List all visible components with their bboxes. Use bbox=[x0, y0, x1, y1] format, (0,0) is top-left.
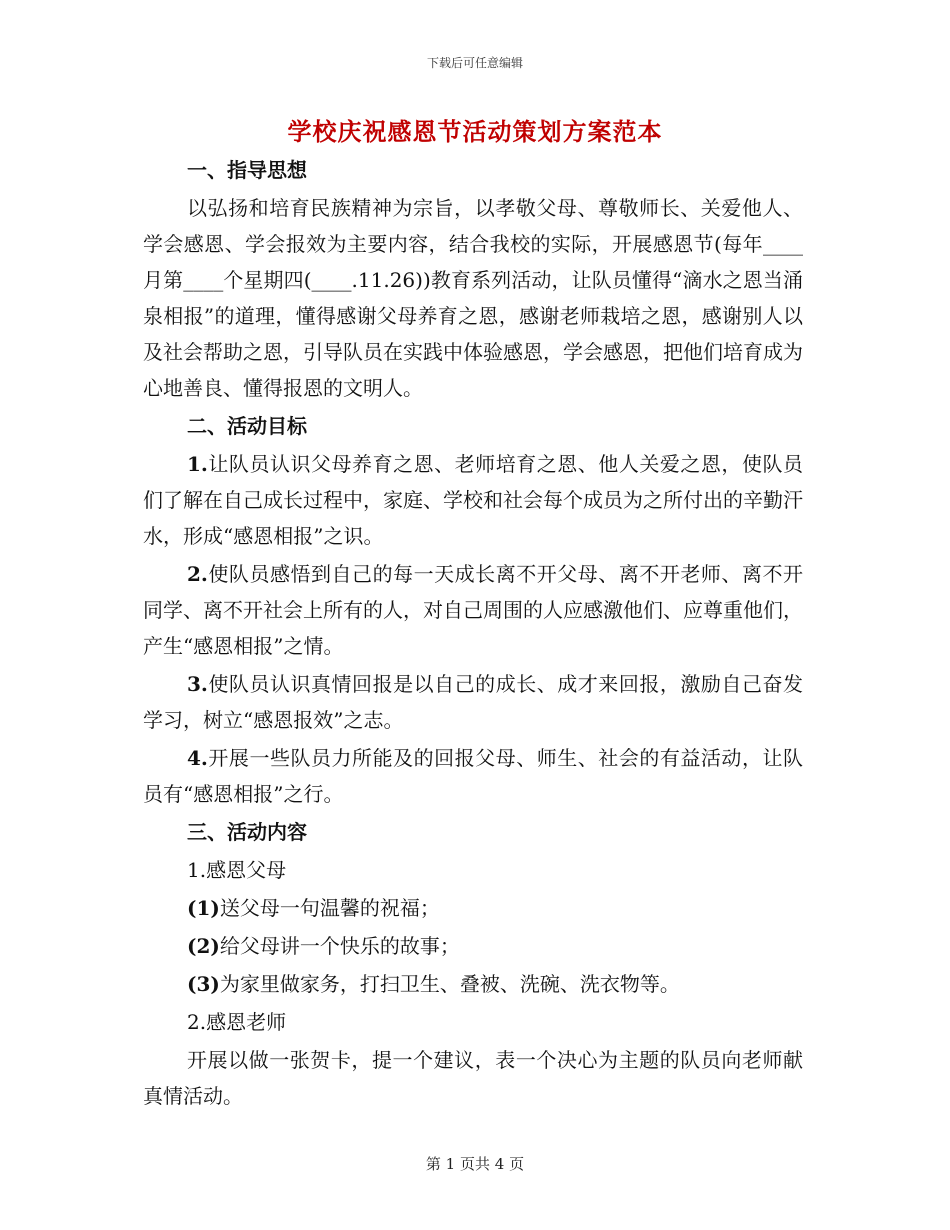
paragraph-thank-teachers: 开展以做一张贺卡，提一个建议，表一个决心为主题的队员向老师献真情活动。 bbox=[143, 1048, 803, 1108]
list-item bbox=[143, 890, 803, 926]
item-text: 给父母讲一个快乐的故事； bbox=[219, 934, 460, 958]
list-item bbox=[143, 966, 803, 1002]
goal-item-4 bbox=[143, 740, 803, 812]
goal-text: 使队员认识真情回报是以自己的成长、成才来回报，激励自己奋发学习，树立“感恩报效”之志。 bbox=[143, 672, 803, 732]
goal-number: 4. bbox=[187, 746, 208, 770]
page-footer: 第 1 页共 4 页 bbox=[425, 1155, 525, 1173]
item-text: 送父母一句温馨的祝福； bbox=[219, 896, 440, 920]
goal-number: 2. bbox=[187, 562, 208, 586]
goal-item-3 bbox=[143, 666, 803, 738]
item-number: (3) bbox=[187, 972, 220, 996]
document-title: 学校庆祝感恩节活动策划方案范本 bbox=[287, 117, 663, 146]
item-text: 为家里做家务，打扫卫生、叠被、洗碗、洗衣物等。 bbox=[219, 972, 680, 996]
list-item bbox=[143, 928, 803, 964]
item-number: (2) bbox=[187, 934, 220, 958]
item-number: (1) bbox=[187, 896, 220, 920]
goal-text: 让队员认识父母养育之恩、老师培育之恩、他人关爱之恩，使队员们了解在自己成长过程中，家庭、学校和社会每个成员为之所付出的辛勤汗水，形成“感恩相报”之识。 bbox=[143, 452, 803, 548]
document-body bbox=[143, 150, 803, 1116]
goal-item-1 bbox=[143, 446, 803, 554]
goal-text: 开展一些队员力所能及的回报父母、师生、社会的有益活动，让队员有“感恩相报”之行。 bbox=[143, 746, 803, 806]
section-heading-goals: 二、活动目标 bbox=[187, 414, 307, 438]
header-note: 下载后可任意编辑 bbox=[426, 56, 523, 70]
goal-number: 1. bbox=[187, 452, 208, 476]
section-heading-content: 三、活动内容 bbox=[187, 820, 307, 844]
goal-item-2 bbox=[143, 556, 803, 664]
subheading-thank-teachers: 2.感恩老师 bbox=[187, 1010, 287, 1034]
subheading-thank-parents: 1.感恩父母 bbox=[187, 858, 287, 882]
section-heading-guiding-thought: 一、指导思想 bbox=[187, 158, 307, 182]
paragraph-guiding-thought: 以弘扬和培育民族精神为宗旨，以孝敬父母、尊敬师长、关爱他人、学会感恩、学会报效为主要内容，结合我校的实际，开展感恩节(每年____月第____个星期四(____.11.26))教育系列活动，让队员懂得“滴水之恩当涌泉相报”的道理，懂得感谢父母养育之恩，感谢老师栽培之恩，感谢别人以及社会帮助之恩，引导队员在实践中体验感恩，学会感恩，把他们培育成为心地善良、懂得报恩的文明人。 bbox=[143, 196, 803, 400]
goal-number: 3. bbox=[187, 672, 208, 696]
goal-text: 使队员感悟到自己的每一天成长离不开父母、离不开老师、离不开同学、离不开社会上所有的人，对自己周围的人应感激他们、应尊重他们，产生“感恩相报”之情。 bbox=[143, 562, 803, 658]
